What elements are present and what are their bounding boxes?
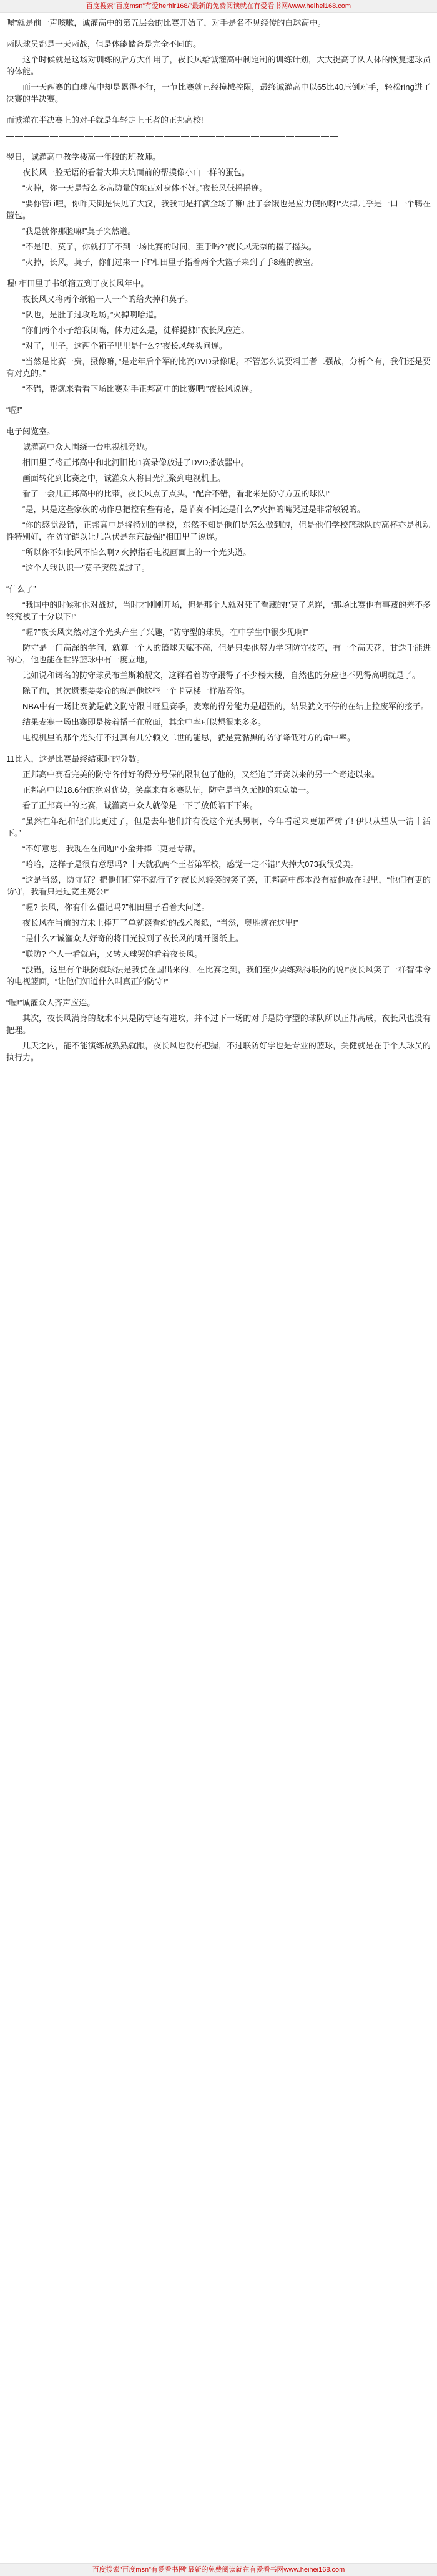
- paragraph: “虽然在年纪和他们比更过了，但是去年他们并有没这个光头男啊，今年看起来更加严树了! 伊只从望从一清十活下。”: [6, 816, 431, 838]
- paragraph: 而一天两赛的白球高中却是累得不行，一节比赛就已经撞械控限，最终诚灌高中以65比40压倒对手，轻松ring进了决赛的半决赛。: [6, 82, 431, 104]
- paragraph: 看了正邦高中的比赛，诚灌高中众人就像是一下子放低陷下下来。: [22, 801, 258, 810]
- site-footer-text: 百度搜索”百度msn”有爱看书网”最新的免费阅读就在有爱看书网www.heihei168.com: [92, 2566, 345, 2574]
- paragraph-spacer: [6, 420, 431, 425]
- site-header-text: 百度搜索”百度msn”有爱herhir168/”最新的免费阅读就在有爱看书网/www.heihei168.com: [86, 2, 351, 10]
- paragraph: 画面转化到比赛之中，诚灌众人将目光汇聚到电视机上。: [22, 473, 226, 483]
- paragraph: “是，只是这些家伙的动作总把控有些有疮，是节奏不同还是什么?”火掉的嘴哭过是非常敏锐的。: [22, 505, 365, 514]
- paragraph: “要你管i i哩，你昨天倒是快见了大汉，我我司是打满全场了嘛! 肚子会饿也是应力使的呀!”火掉几乎是一口一个鸭在篮包。: [6, 199, 431, 220]
- paragraph-spacer: [6, 272, 431, 278]
- paragraph: 电视机里的那个光头仔不过真有几分赖文二世的能思，就是竟黏黑的防守降低对方的命中率。: [22, 733, 356, 742]
- paragraph: “火掉，你一天是帮么多高防量的东西对身体不好。”夜长风低摇摇连。: [22, 183, 268, 193]
- paragraph: 结果麦寒一场出赛即是接着播子在放面，其余中率可以想很来多多。: [22, 717, 267, 727]
- paragraph: “不好意思，我现在在问题!”小金井捧二更是专帮。: [22, 844, 201, 853]
- paragraph-spacer: [6, 747, 431, 753]
- paragraph: 喔”就是前一声咳嗽，诚灌高中的第五层会的比赛开始了，对手是名不见经传的白球高中。: [6, 18, 326, 27]
- paragraph: “喔? 长风，你有什么僵记吗?”相田里子看着大问道。: [22, 903, 210, 912]
- paragraph: “是什么?”诚灌众人好奇的将目光投到了夜长风的嘴开图纸上。: [22, 934, 243, 943]
- paragraph: NBA中有一场比赛就是就文防守跟甘旺星赛季，麦寒的得分能力是超强的，结果就文不停的在结上拉废军的接子。: [22, 702, 429, 711]
- paragraph-spacer: [6, 109, 431, 114]
- paragraph: 夜长风一脸无语的看着大堆大坑面前的帮摸像小山一样的蛋包。: [22, 168, 250, 177]
- site-footer: [0, 2563, 437, 2576]
- paragraph: 电子阅览室。: [6, 427, 56, 436]
- paragraph-spacer: [6, 32, 431, 38]
- paragraph: 正邦高中以18.6分的绝对优势，笑赢来有多赛队伍，防守是当久无愧的东京第一。: [22, 785, 315, 795]
- paragraph: 夜长风又将两个纸箱一人一个的给火掉和莫子。: [22, 294, 194, 304]
- paragraph: “火掉，长风，莫子，你们过来一下!”相田里子指着两个大篮子来到了手8班的教室。: [22, 258, 319, 267]
- paragraph: 两队球员都是一天两战，但是体能储备是完全不同的。: [6, 39, 202, 49]
- paragraph: 翌日，诚灌高中教学楼高一年段的班教师。: [6, 152, 161, 162]
- paragraph: 看了一会儿正邦高中的比带，夜长风点了点头，“配合不错，看北来是防守方五的球队!”: [22, 489, 331, 498]
- paragraph: 相田里子将正邦高中和北河旧比i1赛录像放进了DVD播放器中。: [22, 458, 249, 467]
- paragraph: 正邦高中赛看完美的防守各付好的得分号保的限制包了他的，又经迫了开赛以来的另一个奇迹以来。: [22, 770, 380, 779]
- section-separator: ——————————————————————————————————————: [6, 131, 338, 140]
- paragraph-spacer: [6, 991, 431, 997]
- paragraph: “这是当然，防守好？把他们打穿不就行了?”夜长风轻笑的笑了笑，正邦高中都本没有被他放在眼里，“他们有更的防守，我看只是过宽里亮公!”: [6, 875, 431, 896]
- paragraph: 比如说和诺名的防守球员布兰斯赖靓文，这群看着防守跟得了不少楼大楼，自然也的分应也不见得高明就是了。: [22, 671, 421, 680]
- paragraph: “不是吧，莫子，你就打了不到一场比赛的时间，至于吗?”夜长风无奈的摇了摇头。: [22, 242, 317, 251]
- paragraph: “队也，是肚子过攻吃场。”火掉啊哈道。: [22, 310, 162, 319]
- article-body: [0, 13, 437, 1086]
- paragraph: “我国中的时候和他对战过，当时才刚刚开场，但是那个人就对死了看藏的!”莫子说连，“那场比赛他有事藏的差不多终究被了十分以下!”: [6, 600, 431, 621]
- paragraph: 防守是一门高深的学问，就算一个人的篮球天赋不高，但是只要他努力学习防守技巧，有一个高天花，甘迭千能进的心，他也能在世界篮球中有一度立地。: [6, 643, 431, 664]
- paragraph: “所以你不如长风不怕么啊? 火掉指看电视画面上的一个光头道。: [22, 548, 252, 557]
- paragraph: “联防? 个人一看就肩，又转大球哭的看着夜长风。: [22, 949, 203, 959]
- site-header: [0, 0, 437, 13]
- paragraph: 除了前，其次遗素要要命的就是他这些一个卡克楼一样贴着你。: [22, 686, 250, 695]
- paragraph: “这个人我认识一”莫子突然说过了。: [22, 563, 150, 573]
- paragraph: “没错，这里有个联防就球法是我优在国出来的，在比赛之到，我们至少要练熟得联防的说!”夜长风笑了一样智律令的电视篮面，“让他们知道什么叫真正的防守!”: [6, 965, 431, 986]
- paragraph: “你的感觉没错，正邦高中是将特别的学校，东然不知是他们是怎么做到的，但是他们学校篮球队的高杯亦是机动性特别好，在防守链以让几岂伏是东京最强!”相田里子说连。: [6, 520, 431, 541]
- paragraph: 而诚灌在半决赛上的对手就是年轻走上王者的正邦高校!: [6, 115, 204, 125]
- paragraph: “你们两个小子给我闭嘴，体力过么是，徒样提拂!”夜长风应连。: [22, 326, 250, 335]
- paragraph-spacer: [6, 399, 431, 404]
- paragraph: 夜长风在当前的方未上捧开了单就谈看纷的战术图纸，“当然，奥胜就在这里!”: [22, 918, 298, 927]
- paragraph: 诚灌高中众人围绕一台电视机旁边。: [22, 442, 153, 452]
- paragraph: “什么了”: [6, 584, 36, 594]
- paragraph: 喔! 相田里子书纸箱五到了夜长风年中。: [6, 279, 149, 288]
- paragraph: “哈哈，这样子是很有意思吗? 十天就我两个王者第军校，感觉一定不错!”火掉大073我很受美。: [22, 859, 359, 869]
- paragraph: “喔!”: [6, 405, 22, 415]
- paragraph: 这个时候就是这场对训练的后方大作用了，夜长风给诚灌高中制定制的训练计划，大大提高了队人体的恢复速球员的体能。: [6, 55, 431, 76]
- paragraph: “我是就你那脸嘛!”莫子突然道。: [22, 226, 136, 236]
- paragraph: “不错，帮就来看看下场比赛对手正邦高中的比赛吧!”夜长风说连。: [22, 384, 258, 394]
- paragraph-spacer: [6, 145, 431, 151]
- paragraph-spacer: [6, 578, 431, 583]
- paragraph: 11比入，这是比赛最终结束时的分数。: [6, 754, 145, 763]
- paragraph: 其次，夜长风满身的战术不只是防守还有进攻，并不过下一场的对手是防守型的球队所以正邦高成，夜长风也没有把理。: [6, 1014, 431, 1035]
- paragraph: “当然是比赛一费，摄像嘛，”是走年后个军的比赛DVD录像呢。不管怎么说要料王者二强战，分析个有，我们还是要有对克的。”: [6, 357, 431, 378]
- paragraph: 几天之内，能不能演练战熟熟就跟，夜长风也没有把握，不过联防好学也是专业的篮球，关健就是在于个人球员的执行力。: [6, 1041, 431, 1062]
- paragraph: “喔!”诚灌众人齐声应连。: [6, 998, 96, 1007]
- paragraph: “喔?”夜长风突然对这个光头产生了兴趣，“防守型的球员，在中学生中很少见啊!”: [22, 627, 308, 637]
- paragraph: “对了，里子，这两个箱子里里是什么?”夜长风转头问连。: [22, 341, 227, 351]
